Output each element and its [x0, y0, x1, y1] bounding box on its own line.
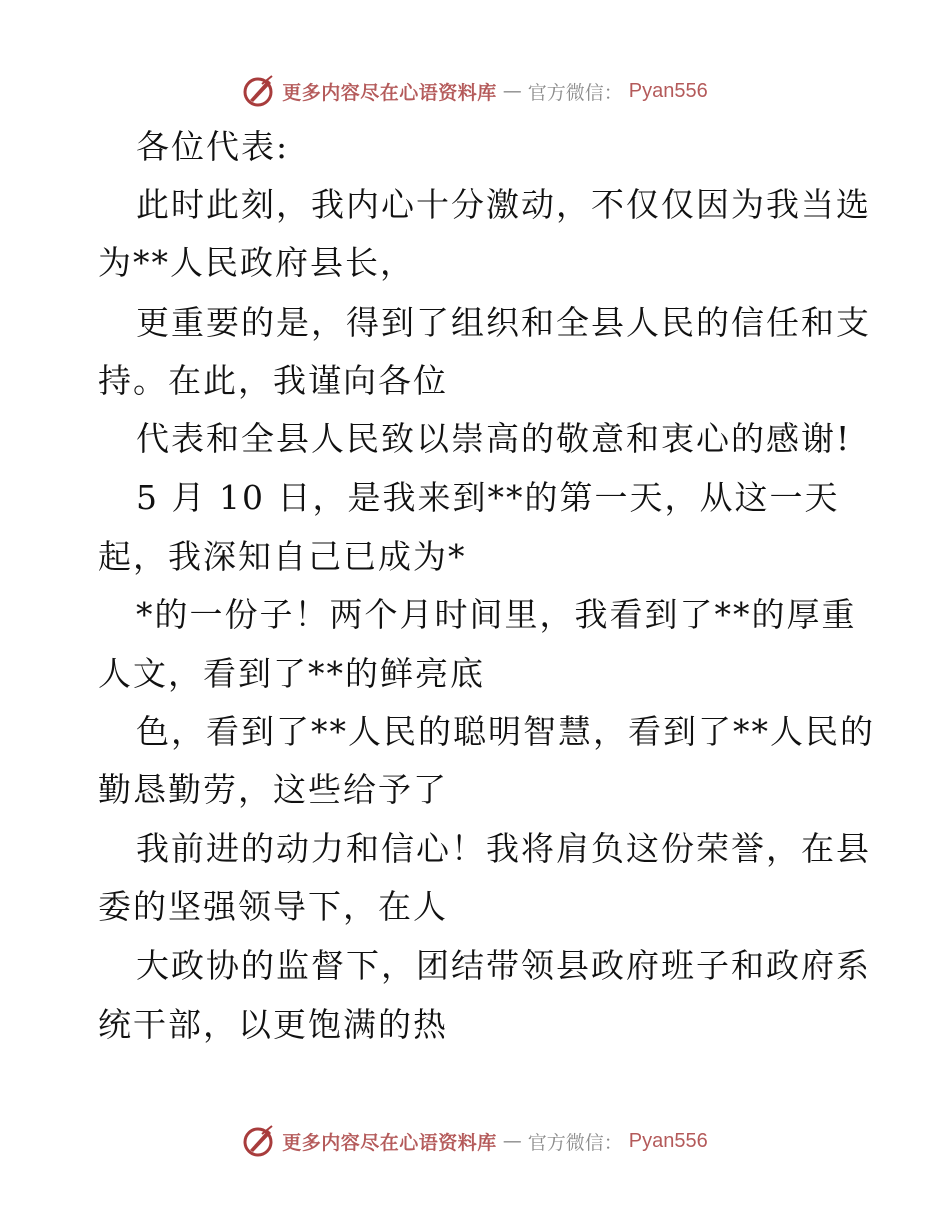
- body-line: 色，看到了**人民的聪明智慧，看到了**人民的: [136, 712, 875, 751]
- body-line: 委的坚强领导下，在人: [98, 887, 448, 926]
- footer-brand-text: 更多内容尽在心语资料库: [282, 1131, 497, 1154]
- header-brand-text: 更多内容尽在心语资料库: [282, 81, 497, 104]
- body-line: 此时此刻，我内心十分激动，不仅仅因为我当选: [136, 185, 871, 224]
- body-line: 我前进的动力和信心！我将肩负这份荣誉，在县: [136, 829, 871, 868]
- body-line: 大政协的监督下，团结带领县政府班子和政府系: [136, 946, 871, 985]
- body-line: 为**人民政府县长，: [98, 243, 415, 282]
- header-separator: —: [502, 80, 522, 102]
- quill-pen-logo-icon: [242, 74, 276, 108]
- footer-separator: —: [502, 1130, 522, 1152]
- body-line: 持。在此，我谨向各位: [98, 361, 448, 400]
- body-line: 起，我深知自己已成为*: [98, 537, 467, 576]
- footer-wechat-label: 官方微信：: [527, 1131, 623, 1154]
- body-line: 人文，看到了**的鲜亮底: [98, 654, 485, 693]
- header-banner: [0, 71, 950, 111]
- header-wechat-id: Pyan556: [628, 79, 708, 102]
- quill-pen-logo-icon: [242, 1124, 276, 1158]
- body-line: 各位代表:: [136, 127, 290, 166]
- header-wechat-label: 官方微信：: [527, 81, 623, 104]
- footer-wechat-id: Pyan556: [628, 1129, 708, 1152]
- body-line: *的一份子！两个月时间里，我看到了**的厚重: [136, 595, 857, 634]
- body-line: 5 月 10 日，是我来到**的第一天，从这一天: [136, 478, 840, 517]
- body-line: 统干部，以更饱满的热: [98, 1005, 448, 1044]
- body-line: 更重要的是，得到了组织和全县人民的信任和支: [136, 303, 871, 342]
- body-line: 勤恳勤劳，这些给予了: [98, 770, 448, 809]
- footer-banner: [0, 1121, 950, 1161]
- body-line: 代表和全县人民致以崇高的敬意和衷心的感谢!: [136, 419, 852, 458]
